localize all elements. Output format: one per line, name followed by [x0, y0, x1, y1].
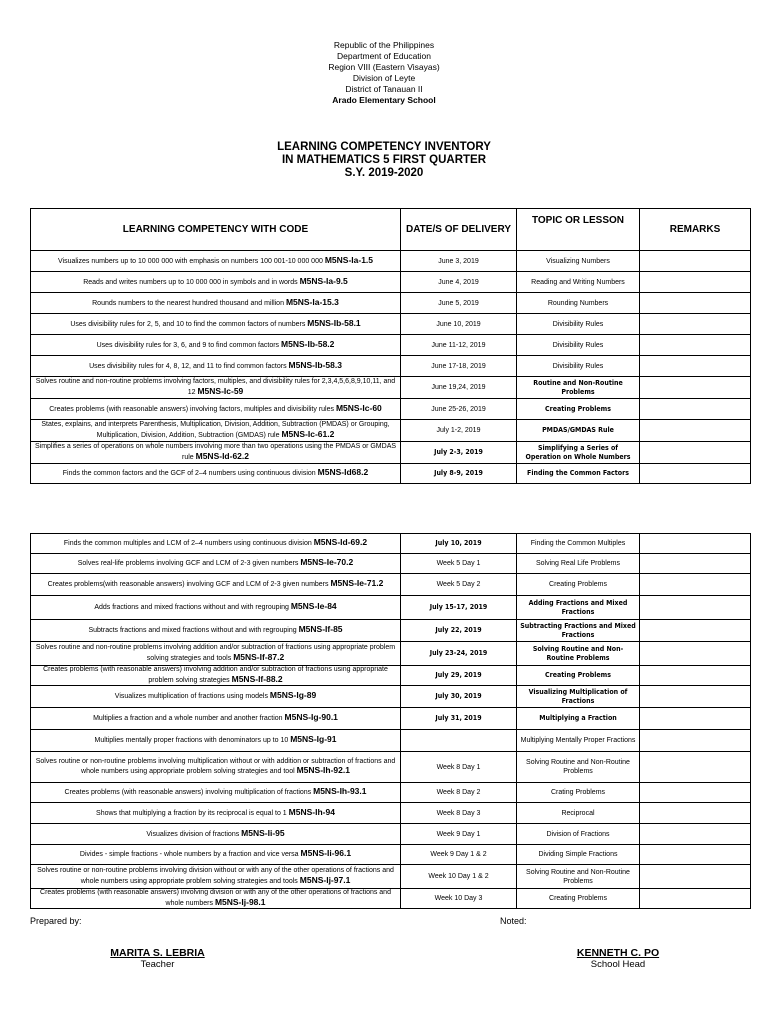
remarks-cell — [640, 889, 751, 909]
competency-code: M5NS-If-85 — [298, 624, 343, 635]
competency-cell — [31, 686, 401, 708]
delivery-date-cell: Week 10 Day 1 & 2 — [401, 865, 517, 889]
competency-code: M5NS-Ia-9.5 — [299, 275, 348, 286]
competency-text: Creates problems (with reasonable answers) involving multiplication of fractions — [64, 789, 312, 797]
preparer-role: Teacher — [140, 959, 175, 970]
header-topic: TOPIC OR LESSON — [517, 209, 640, 251]
competency-code: M5NS-Ie-70.2 — [300, 557, 354, 568]
competency-cell — [31, 554, 401, 574]
table-2-body — [31, 534, 751, 909]
delivery-date-cell: July 10, 2019 — [401, 534, 517, 554]
remarks-cell — [640, 620, 751, 642]
competency-cell — [31, 889, 401, 909]
competency-text: Visualizes numbers up to 10 000 000 with emphasis on numbers 100 001-10 000 000 — [57, 257, 323, 265]
competency-table-1 — [30, 208, 751, 484]
delivery-date-cell: July 8-9, 2019 — [401, 464, 517, 484]
competency-text: Uses divisibility rules for 3, 6, and 9 to find common factors — [96, 341, 280, 349]
competency-code: M5NS-Ig-89 — [269, 690, 317, 701]
competency-cell — [31, 730, 401, 752]
delivery-date-cell: June 11-12, 2019 — [401, 335, 517, 356]
competency-text: Finds the common multiples and LCM of 2–4 numbers using continuous division — [63, 540, 312, 548]
delivery-date-cell: June 4, 2019 — [401, 272, 517, 293]
competency-code: M5NS-Ib-58.3 — [288, 359, 342, 370]
remarks-cell — [640, 442, 751, 464]
table-row — [31, 642, 751, 666]
competency-cell — [31, 251, 401, 272]
competency-text: Solves routine or non-routine problems involving multiplication without or with addition or subtraction of fractions and whole numbers using appropriate problem solving strategies and tool — [35, 757, 396, 775]
competency-code: M5NS-Ie-71.2 — [330, 578, 384, 589]
remarks-cell — [640, 272, 751, 293]
topic-cell: Subtracting Fractions and Mixed Fractions — [517, 620, 640, 642]
competency-cell — [31, 783, 401, 803]
table-row — [31, 803, 751, 824]
topic-cell: Dividing Simple Fractions — [517, 845, 640, 865]
competency-code: M5NS-Ih-94 — [288, 806, 335, 817]
delivery-date-cell: June 3, 2019 — [401, 251, 517, 272]
delivery-date-cell: Week 8 Day 2 — [401, 783, 517, 803]
competency-text: Creates problems (with reasonable answers) involving factors, multiples and divisibility rules — [49, 405, 334, 413]
competency-cell — [31, 752, 401, 783]
table-row — [31, 708, 751, 730]
table-row — [31, 442, 751, 464]
noter-role: School Head — [590, 959, 646, 970]
competency-code: M5NS-Ia-1.5 — [324, 254, 374, 265]
remarks-cell — [640, 783, 751, 803]
topic-cell: Creating Problems — [517, 666, 640, 686]
competency-cell — [31, 314, 401, 335]
table-row — [31, 845, 751, 865]
topic-cell: Finding the Common Factors — [517, 464, 640, 484]
preparer-name: MARITA S. LEBRIA — [110, 947, 205, 959]
topic-cell: Simplifying a Series of Operation on Whole Numbers — [517, 442, 640, 464]
topic-cell: Multiplying Mentally Proper Fractions — [517, 730, 640, 752]
competency-text: Multiplies a fraction and a whole number and another fraction — [93, 715, 283, 723]
competency-code: M5NS-Ii-95 — [241, 827, 285, 838]
remarks-cell — [640, 399, 751, 420]
competency-cell — [31, 642, 401, 666]
delivery-date-cell: July 1-2, 2019 — [401, 420, 517, 442]
topic-cell: Solving Real Life Problems — [517, 554, 640, 574]
header-competency: LEARNING COMPETENCY WITH CODE — [31, 209, 401, 251]
topic-cell: Solving Routine and Non-Routine Problems — [517, 865, 640, 889]
competency-text: Finds the common factors and the GCF of 2–4 numbers using continuous division — [62, 470, 316, 478]
table-row — [31, 865, 751, 889]
remarks-cell — [640, 464, 751, 484]
competency-cell — [31, 442, 401, 464]
competency-cell — [31, 272, 401, 293]
table-row — [31, 356, 751, 377]
competency-text: Shows that multiplying a fraction by its reciprocal is equal to 1 — [96, 809, 287, 817]
remarks-cell — [640, 574, 751, 596]
letterhead-line: Republic of the Philippines — [333, 40, 435, 50]
competency-cell — [31, 666, 401, 686]
delivery-date-cell: July 22, 2019 — [401, 620, 517, 642]
letterhead-line: Division of Leyte — [352, 73, 416, 83]
competency-text: Subtracts fractions and mixed fractions without and with regrouping — [88, 627, 297, 635]
competency-cell — [31, 865, 401, 889]
competency-code: M5NS-Ig-90.1 — [284, 712, 338, 723]
competency-text: Creates problems(with reasonable answers) involving GCF and LCM of 2-3 given numbers — [47, 581, 329, 589]
competency-text: Multiplies mentally proper fractions with denominators up to 10 — [94, 737, 289, 745]
competency-text: Simplifies a series of operations on whole numbers involving more than two operations using the PMDAS or GMDAS rule — [34, 443, 397, 461]
competency-code: M5NS-Id-62.2 — [195, 450, 249, 461]
delivery-date-cell: Week 9 Day 1 — [401, 824, 517, 845]
remarks-cell — [640, 596, 751, 620]
delivery-date-cell: June 17-18, 2019 — [401, 356, 517, 377]
remarks-cell — [640, 686, 751, 708]
table-row — [31, 272, 751, 293]
delivery-date-cell: Week 9 Day 1 & 2 — [401, 845, 517, 865]
competency-cell — [31, 708, 401, 730]
competency-code: M5NS-Ie-84 — [290, 601, 337, 612]
table-row — [31, 251, 751, 272]
competency-cell — [31, 293, 401, 314]
delivery-date-cell: July 30, 2019 — [401, 686, 517, 708]
remarks-cell — [640, 293, 751, 314]
competency-cell — [31, 803, 401, 824]
remarks-cell — [640, 377, 751, 399]
topic-cell: Solving Routine and Non-Routine Problems — [517, 642, 640, 666]
letterhead-line: District of Tanauan II — [345, 84, 423, 94]
competency-cell — [31, 464, 401, 484]
table-row — [31, 293, 751, 314]
school-name: Arado Elementary School — [332, 95, 436, 105]
competency-cell — [31, 377, 401, 399]
competency-code: M5NS-Ij-98.1 — [214, 896, 266, 907]
table-row — [31, 730, 751, 752]
topic-cell: Rounding Numbers — [517, 293, 640, 314]
table-1-body — [31, 251, 751, 484]
competency-text: Solves routine or non-routine problems involving division without or with any of the other operations of fractions and whole numbers using appropriate problem solving strategies and tools — [37, 867, 394, 885]
topic-cell: Creating Problems — [517, 889, 640, 909]
delivery-date-cell: July 29, 2019 — [401, 666, 517, 686]
remarks-cell — [640, 803, 751, 824]
title-line-1: LEARNING COMPETENCY INVENTORY — [277, 141, 491, 153]
competency-text: Creates problems (with reasonable answers) involving addition and/or subtraction of fractions using appropriate problem solving strategies — [43, 666, 388, 684]
competency-cell — [31, 534, 401, 554]
competency-code: M5NS-Ic-59 — [197, 385, 244, 396]
competency-code: M5NS-Ic-61.2 — [281, 428, 335, 439]
competency-cell — [31, 824, 401, 845]
topic-cell: Routine and Non-Routine Problems — [517, 377, 640, 399]
competency-text: Reads and writes numbers up to 10 000 000 in symbols and in words — [83, 278, 298, 286]
table-row — [31, 824, 751, 845]
competency-table-2 — [30, 533, 751, 909]
topic-cell: Visualizing Numbers — [517, 251, 640, 272]
delivery-date-cell: Week 8 Day 3 — [401, 803, 517, 824]
topic-cell: Multiplying a Fraction — [517, 708, 640, 730]
competency-code: M5NS-Ib-58.1 — [307, 317, 361, 328]
topic-cell: Reciprocal — [517, 803, 640, 824]
competency-code: M5NS-Ii-96.1 — [300, 848, 352, 859]
competency-cell — [31, 574, 401, 596]
preparer-signature-block — [90, 948, 225, 970]
competency-text: Visualizes division of fractions — [146, 830, 240, 838]
table-row — [31, 783, 751, 803]
table-row — [31, 596, 751, 620]
delivery-date-cell — [401, 730, 517, 752]
delivery-date-cell: Week 5 Day 1 — [401, 554, 517, 574]
remarks-cell — [640, 314, 751, 335]
table-header-row — [31, 209, 751, 251]
title-line-3: S.Y. 2019-2020 — [344, 167, 424, 179]
competency-text: Creates problems (with reasonable answers) involving division or with any of the other operations of fractions and whole numbers — [40, 889, 391, 907]
competency-code: M5NS-Id68.2 — [317, 467, 369, 478]
competency-text: Divides - simple fractions - whole numbers by a fraction and vice versa — [79, 851, 299, 859]
competency-cell — [31, 356, 401, 377]
delivery-date-cell: Week 8 Day 1 — [401, 752, 517, 783]
topic-cell: Divisibility Rules — [517, 356, 640, 377]
competency-cell — [31, 335, 401, 356]
competency-code: M5NS-Ih-92.1 — [296, 765, 350, 775]
competency-code: M5NS-Id-69.2 — [313, 537, 368, 548]
competency-text: Uses divisibility rules for 2, 5, and 10 to find the common factors of numbers — [70, 320, 306, 328]
delivery-date-cell: June 5, 2019 — [401, 293, 517, 314]
table-row — [31, 314, 751, 335]
topic-cell: Division of Fractions — [517, 824, 640, 845]
competency-text: Solves routine and non-routine problems involving factors, multiples, and divisibility rules for 2,3,4,5,6,8,9,10,11, and 12 — [35, 378, 396, 396]
topic-cell: Divisibility Rules — [517, 335, 640, 356]
remarks-cell — [640, 642, 751, 666]
table-row — [31, 377, 751, 399]
delivery-date-cell: June 25-26, 2019 — [401, 399, 517, 420]
remarks-cell — [640, 824, 751, 845]
remarks-cell — [640, 251, 751, 272]
competency-code: M5NS-If-87.2 — [233, 651, 285, 662]
remarks-cell — [640, 534, 751, 554]
remarks-cell — [640, 335, 751, 356]
delivery-date-cell: June 19,24, 2019 — [401, 377, 517, 399]
competency-cell — [31, 620, 401, 642]
topic-cell: PMDAS/GMDAS Rule — [517, 420, 640, 442]
topic-cell: Crating Problems — [517, 783, 640, 803]
competency-text: Visualizes multiplication of fractions using models — [114, 693, 268, 701]
table-row — [31, 335, 751, 356]
competency-cell — [31, 845, 401, 865]
topic-cell: Reading and Writing Numbers — [517, 272, 640, 293]
topic-cell: Creating Problems — [517, 399, 640, 420]
table-row — [31, 534, 751, 554]
delivery-date-cell: Week 10 Day 3 — [401, 889, 517, 909]
competency-text: Adds fractions and mixed fractions without and with regrouping — [94, 604, 289, 612]
table-row — [31, 686, 751, 708]
table-row — [31, 399, 751, 420]
competency-cell — [31, 420, 401, 442]
competency-text: Solves routine and non-routine problems involving addition and/or subtraction of fractions using appropriate problem solving strategies and tools — [35, 644, 396, 662]
table-row — [31, 420, 751, 442]
table-row — [31, 464, 751, 484]
competency-text: Solves real-life problems involving GCF and LCM of 2-3 given numbers — [77, 560, 299, 568]
competency-code: M5NS-If-88.2 — [231, 673, 283, 684]
table-row — [31, 752, 751, 783]
remarks-cell — [640, 666, 751, 686]
noted-label: Noted: — [500, 916, 527, 926]
remarks-cell — [640, 554, 751, 574]
competency-code: M5NS-Ib-58.2 — [281, 338, 335, 349]
table-row — [31, 554, 751, 574]
remarks-cell — [640, 708, 751, 730]
remarks-cell — [640, 845, 751, 865]
delivery-date-cell: July 23-24, 2019 — [401, 642, 517, 666]
competency-text: Uses divisibility rules for 4, 8, 12, and 11 to find common factors — [89, 362, 287, 370]
noter-signature-block — [558, 948, 678, 970]
topic-cell: Visualizing Multiplication of Fractions — [517, 686, 640, 708]
remarks-cell — [640, 865, 751, 889]
delivery-date-cell: July 31, 2019 — [401, 708, 517, 730]
competency-code: M5NS-Ih-93.1 — [313, 786, 367, 797]
delivery-date-cell: Week 5 Day 2 — [401, 574, 517, 596]
table-row — [31, 620, 751, 642]
competency-code: M5NS-Ic-60 — [335, 402, 382, 413]
prepared-by-label: Prepared by: — [30, 916, 82, 926]
topic-cell: Adding Fractions and Mixed Fractions — [517, 596, 640, 620]
remarks-cell — [640, 420, 751, 442]
remarks-cell — [640, 730, 751, 752]
competency-code: M5NS-Ig-91 — [290, 734, 337, 745]
competency-text: Rounds numbers to the nearest hundred thousand and million — [92, 299, 284, 307]
table-row — [31, 889, 751, 909]
remarks-cell — [640, 356, 751, 377]
topic-cell: Solving Routine and Non-Routine Problems — [517, 752, 640, 783]
document-title — [0, 141, 768, 180]
topic-cell: Divisibility Rules — [517, 314, 640, 335]
competency-code: M5NS-Ij-97.1 — [299, 874, 351, 885]
title-line-2: IN MATHEMATICS 5 FIRST QUARTER — [281, 154, 486, 166]
competency-text: States, explains, and interprets Parenthesis, Multiplication, Division, Addition, Subtraction (PMDAS) or Grouping, Multiplication, Division, Addition, Subtraction (GMDAS) rule — [41, 421, 390, 439]
competency-cell — [31, 596, 401, 620]
noter-name: KENNETH C. PO — [576, 947, 660, 959]
delivery-date-cell: July 15-17, 2019 — [401, 596, 517, 620]
header-dates: DATE/S OF DELIVERY — [401, 209, 517, 251]
letterhead — [0, 40, 768, 106]
competency-cell — [31, 399, 401, 420]
header-remarks: REMARKS — [640, 209, 751, 251]
table-row — [31, 666, 751, 686]
letterhead-line: Region VIII (Eastern Visayas) — [328, 62, 440, 72]
topic-cell: Creating Problems — [517, 574, 640, 596]
competency-code: M5NS-Ia-15.3 — [285, 296, 339, 307]
delivery-date-cell: July 2-3, 2019 — [401, 442, 517, 464]
letterhead-line: Department of Education — [336, 51, 432, 61]
topic-cell: Finding the Common Multiples — [517, 534, 640, 554]
delivery-date-cell: June 10, 2019 — [401, 314, 517, 335]
table-row — [31, 574, 751, 596]
remarks-cell — [640, 752, 751, 783]
